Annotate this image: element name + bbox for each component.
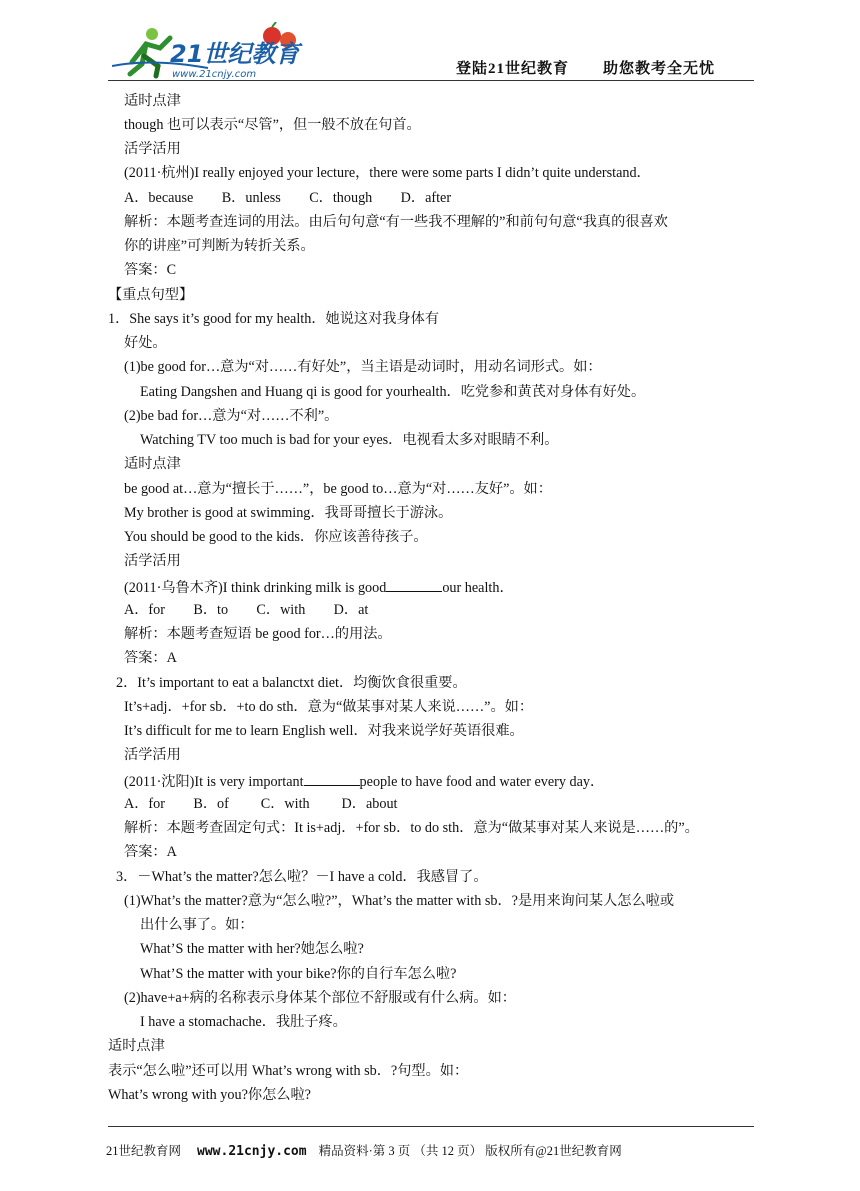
text-line: You should be good to the kids．你应该善待孩子。 bbox=[124, 529, 428, 545]
text-line: What’S the matter with your bike?你的自行车怎么啦? bbox=[140, 966, 457, 982]
footer-url-link[interactable]: www.21cnjy.com bbox=[197, 1144, 307, 1159]
text-line: though 也可以表示“尽管”，但一般不放在句首。 bbox=[124, 117, 421, 133]
text-line: 解析：本题考查短语 be good for…的用法。 bbox=[124, 626, 392, 642]
text-line: A．because B．unless C．though D．after bbox=[124, 190, 452, 206]
text-line: It’s difficult for me to learn English well．对我来说学好英语很难。 bbox=[124, 723, 524, 739]
text-line: 适时点津 bbox=[124, 93, 181, 109]
text-line: 适时点津 bbox=[108, 1038, 165, 1054]
logo bbox=[112, 22, 312, 80]
text-line: 好处。 bbox=[124, 335, 167, 351]
text-line: 解析：本题考查固定句式：It is+adj．+for sb．to do sth．意为“做某事对某人来说是……的”。 bbox=[124, 820, 699, 836]
svg-text:21世纪教育: 21世纪教育 bbox=[170, 40, 300, 68]
text-line: A．for B．to C．with D．at bbox=[124, 602, 369, 618]
header-slogan-left: 登陆21世纪教育 bbox=[456, 61, 570, 77]
text-line: I have a stomachache．我肚子疼。 bbox=[140, 1014, 347, 1030]
text-line: 3．－What’s the matter?怎么啦？－I have a cold．我感冒了。 bbox=[116, 869, 488, 885]
text-line: 活学活用 bbox=[124, 747, 181, 763]
text-line: be good at…意为“擅长于……”，be good to…意为“对……友好”。如： bbox=[124, 481, 552, 497]
text-line: My brother is good at swimming．我哥哥擅长于游泳。 bbox=[124, 505, 453, 521]
section-heading: 【重点句型】 bbox=[108, 287, 194, 303]
text-line: 活学活用 bbox=[124, 553, 181, 569]
text-line: 表示“怎么啦”还可以用 What’s wrong with sb．?句型。如： bbox=[108, 1063, 469, 1079]
text-line: 活学活用 bbox=[124, 141, 181, 157]
text-line: 出什么事了。如： bbox=[140, 917, 254, 933]
text-line: 你的讲座”可判断为转折关系。 bbox=[124, 238, 315, 254]
text-line: 答案：A bbox=[124, 650, 177, 666]
text-line: 答案：A bbox=[124, 844, 177, 860]
text-line: (1)be good for…意为“对……有好处”，当主语是动词时，用动名词形式。如： bbox=[124, 359, 602, 375]
text-line: Eating Dangshen and Huang qi is good for yourhealth．吃党参和黄芪对身体有好处。 bbox=[140, 384, 646, 400]
answer-blank bbox=[386, 577, 442, 592]
answer-blank bbox=[304, 771, 360, 786]
header-rule bbox=[108, 80, 754, 81]
text-line: (2011·乌鲁木齐)I think drinking milk is good our health． bbox=[124, 577, 514, 597]
footer-rule bbox=[108, 1126, 754, 1127]
text-line: A．for B．of C．with D．about bbox=[124, 796, 398, 812]
footer-page-info: 精品资料·第 3 页 （共 12 页） 版权所有@21世纪教育网 bbox=[318, 1144, 622, 1158]
page-header bbox=[0, 0, 860, 86]
footer-site-name: 21世纪教育网 bbox=[106, 1144, 182, 1158]
text-line: 解析：本题考查连词的用法。由后句句意“有一些我不理解的”和前句句意“我真的很喜欢 bbox=[124, 214, 668, 230]
text-line: (2011·杭州)I really enjoyed your lecture，there were some parts I didn’t quite understand． bbox=[124, 165, 651, 181]
text-line: 1．She says it’s good for my health．她说这对我身体有 bbox=[108, 311, 440, 327]
text-line: What’S the matter with her?她怎么啦? bbox=[140, 941, 364, 957]
header-slogan bbox=[456, 57, 715, 78]
text-line: 适时点津 bbox=[124, 456, 181, 472]
text-line: (2011·沈阳)It is very important people to have food and water every day． bbox=[124, 771, 604, 791]
text-line: (2)have+a+病的名称表示身体某个部位不舒服或有什么病。如： bbox=[124, 990, 516, 1006]
text-line: 2．It’s important to eat a balanctxt diet．均衡饮食很重要。 bbox=[116, 675, 467, 691]
text-line: (2)be bad for…意为“对……不利”。 bbox=[124, 408, 339, 424]
text-line: It’s+adj．+for sb．+to do sth．意为“做某事对某人来说……”。如： bbox=[124, 699, 534, 715]
text-line: What’s wrong with you?你怎么啦? bbox=[108, 1087, 311, 1103]
text-line: 答案：C bbox=[124, 262, 177, 278]
header-slogan-right: 助您教考全无忧 bbox=[603, 61, 716, 77]
text-line: Watching TV too much is bad for your eyes．电视看太多对眼睛不利。 bbox=[140, 432, 559, 448]
text-line: (1)What’s the matter?意为“怎么啦?”，What’s the matter with sb．?是用来询问某人怎么啦或 bbox=[124, 893, 675, 909]
page-footer bbox=[106, 1141, 622, 1159]
svg-text:www.21cnjy.com: www.21cnjy.com bbox=[172, 69, 257, 80]
